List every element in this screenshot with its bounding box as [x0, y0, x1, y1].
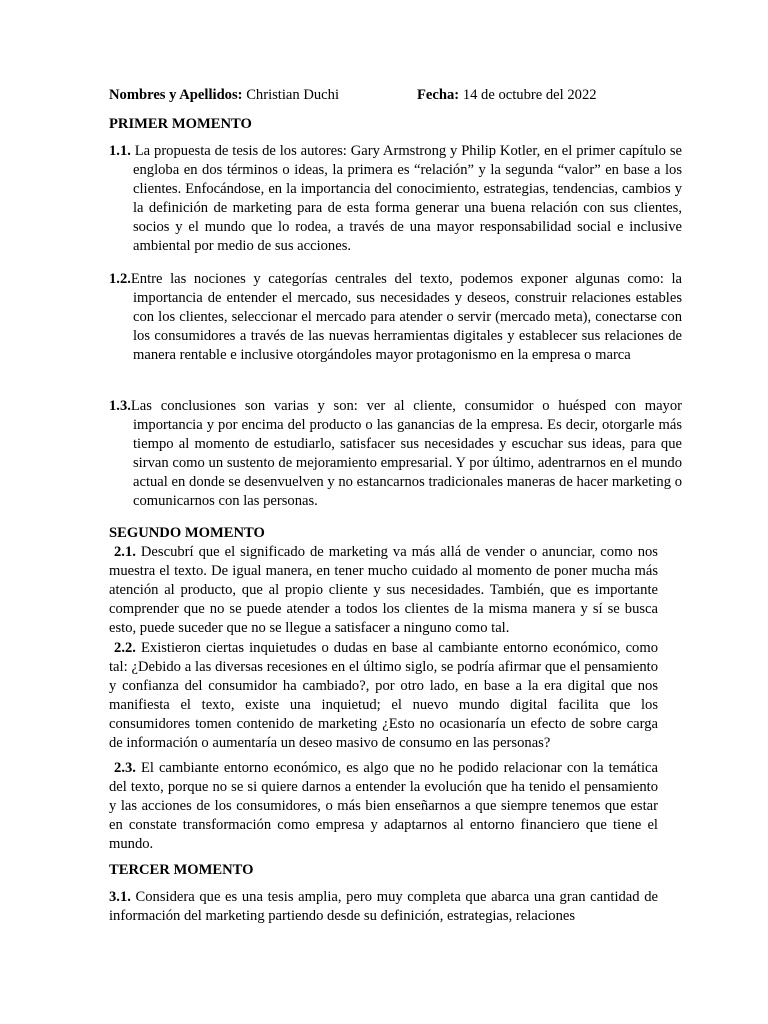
item-text: El cambiante entorno económico, es algo que no he podido relacionar con la temática del texto, porque no se si quiere darnos a entender la evolución que ha tenido el pensamiento y las acciones de los consumidores, o más bien enseñarnos a que siempre tenemos que estar en constate transformación como empresa y adaptarnos al entorno financiero que tiene el mundo.	[109, 760, 658, 852]
item-text: La propuesta de tesis de los autores: Gary Armstrong y Philip Kotler, en el primer capítulo se engloba en dos términos o ideas, la primera es “relación” y la segunda “valor” en base a los clientes. Enfocándose, en la importancia del conocimiento, estrategias, tendencias, cambios y la definición de marketing para de esta forma generar una buena relación con sus clientes, socios y el mundo que lo rodea, a través de una mayor responsabilidad social e inclusive ambiental por medio de sus acciones.	[133, 143, 682, 254]
item-text: Entre las nociones y categorías centrales del texto, podemos exponer algunas como: la importancia de entender el mercado, sus necesidades y deseos, construir relaciones estables con los clientes, seleccionar el mercado para atender o servir (mercado meta), conectarse con los consumidores a través de las nuevas herramientas digitales y establecer sus relaciones de manera rentable e inclusive otorgándoles mayor protagonismo en la empresa o marca	[130, 271, 682, 363]
section-title-tercer: TERCER MOMENTO	[109, 862, 254, 878]
date-line	[417, 86, 597, 105]
paragraph-2-1	[109, 543, 658, 638]
section-title-segundo: SEGUNDO MOMENTO	[109, 525, 265, 541]
paragraph-1-1	[109, 142, 682, 256]
name-label: Nombres y Apellidos:	[109, 87, 243, 103]
date-value: 14 de octubre del 2022	[462, 87, 597, 103]
item-text: Considera que es una tesis amplia, pero muy completa que abarca una gran cantidad de información del marketing partiendo desde su definición, estrategias, relaciones	[109, 889, 658, 924]
item-number: 1.2.	[109, 271, 131, 287]
item-number: 3.1.	[109, 889, 131, 905]
item-text: Descubrí que el significado de marketing va más allá de vender o anunciar, como nos muestra el texto. De igual manera, en tener mucho cuidado al momento de poner mucha más atención al producto, que al propio cliente y sus necesidades. También, que es importante comprender que no se puede atender a todos los clientes de la misma manera y sí se busca esto, puede suceder que no se llegue a satisfacer a ninguno como tal.	[109, 544, 658, 636]
section-title-primer: PRIMER MOMENTO	[109, 116, 252, 132]
item-number: 1.3.	[109, 398, 131, 414]
paragraph-1-2	[109, 270, 682, 365]
paragraph-2-3	[109, 759, 658, 854]
item-text: Existieron ciertas inquietudes o dudas en base al cambiante entorno económico, como tal: ¿Debido a las diversas recesiones en el último siglo, se podría afirmar que el pensamiento y confianza del consumidor ha cambiado?, por otro lado, en base a la era digital que nos manifiesta el texto, existe una inquietud; el nuevo mundo digital facilita que los consumidores tomen contenido de marketing ¿Esto no ocasionaría un efecto de sobre carga de información o aumentaría un deseo masivo de consumo en las personas?	[109, 640, 658, 751]
item-text: Las conclusiones son varias y son: ver al cliente, consumidor o huésped con mayor importancia y por encima del producto o las ganancias de la empresa. Es decir, otorgarle más tiempo al momento de estudiarlo, satisfacer sus necesidades y escuchar sus ideas, para que sirvan como un sustento de mejoramiento empresarial. Y por último, adentrarnos en el mundo actual en donde se desenvuelven y no estancarnos tradicionales maneras de hacer marketing o comunicarnos con las personas.	[130, 398, 682, 509]
document-header	[109, 86, 669, 105]
paragraph-3-1	[109, 888, 658, 926]
paragraph-2-2	[109, 639, 658, 753]
name-line	[109, 87, 339, 103]
item-number: 2.2.	[114, 640, 136, 656]
date-label: Fecha:	[417, 87, 460, 103]
paragraph-1-3	[109, 397, 682, 511]
name-value: Christian Duchi	[246, 87, 340, 103]
item-number: 1.1.	[109, 143, 131, 159]
item-number: 2.3.	[114, 760, 136, 776]
item-number: 2.1.	[114, 544, 136, 560]
